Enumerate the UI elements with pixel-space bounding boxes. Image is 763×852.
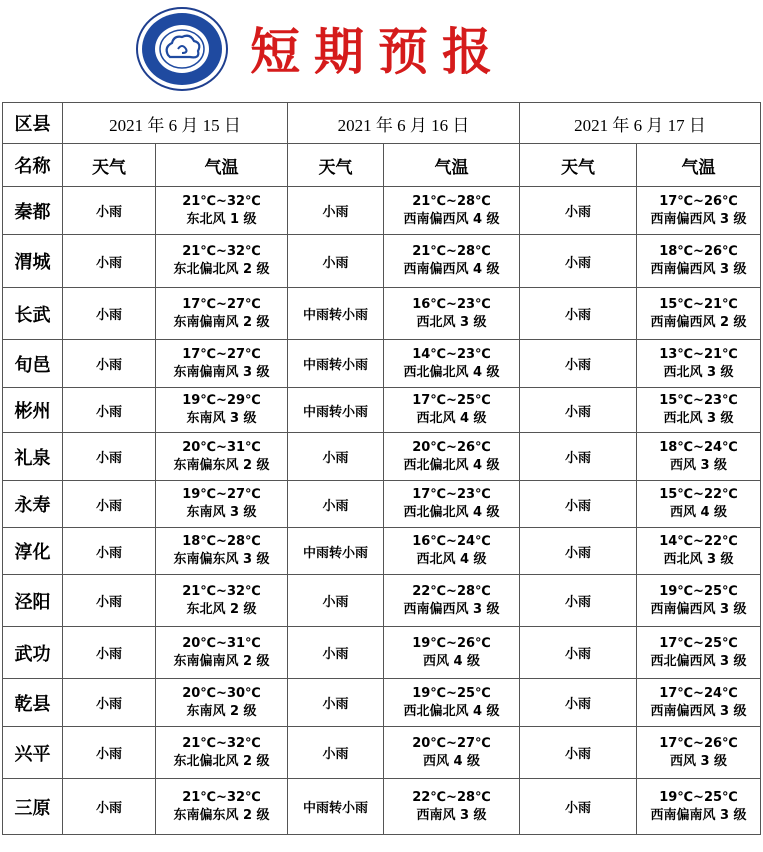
wind-text: 西风 4 级 <box>422 753 481 769</box>
temperature-range: 17℃~27℃ <box>182 346 261 362</box>
wind-text: 西南偏西风 4 级 <box>403 211 500 227</box>
temperature-range: 20℃~26℃ <box>412 439 491 455</box>
weather-cell: 中雨转小雨 <box>288 340 384 388</box>
weather-cell: 小雨 <box>520 340 637 388</box>
temperature-cell <box>384 575 520 627</box>
weather-cell: 中雨转小雨 <box>288 528 384 575</box>
wind-text: 东南偏南风 2 级 <box>173 314 270 330</box>
weather-cell: 小雨 <box>520 727 637 779</box>
county-header-top: 区县 <box>3 103 63 144</box>
weather-cell: 小雨 <box>63 779 156 835</box>
weather-cell: 中雨转小雨 <box>288 288 384 340</box>
temperature-range: 20℃~27℃ <box>412 735 491 751</box>
wind-text: 西北偏北风 4 级 <box>403 364 500 380</box>
table-row <box>3 575 761 627</box>
weather-cell: 中雨转小雨 <box>288 779 384 835</box>
temperature-cell <box>384 235 520 288</box>
wind-text: 东南偏东风 2 级 <box>173 807 270 823</box>
temperature-cell <box>637 627 761 679</box>
wind-text: 东南风 3 级 <box>186 505 257 520</box>
wind-text: 西北风 4 级 <box>416 552 487 567</box>
temperature-cell <box>384 727 520 779</box>
temperature-range: 19℃~25℃ <box>659 789 738 805</box>
wind-text: 西北风 4 级 <box>416 411 487 426</box>
weather-cell: 小雨 <box>288 235 384 288</box>
temperature-cell <box>637 187 761 235</box>
temperature-range: 21℃~32℃ <box>182 583 261 599</box>
weather-cell: 小雨 <box>288 575 384 627</box>
temperature-cell <box>384 679 520 727</box>
wind-text: 东南偏东风 2 级 <box>173 457 270 473</box>
temperature-cell <box>156 481 288 528</box>
meteorology-logo-icon <box>134 5 230 93</box>
wind-text: 东北风 1 级 <box>186 211 257 227</box>
temperature-range: 14℃~23℃ <box>412 346 491 362</box>
temperature-cell <box>156 627 288 679</box>
county-name: 三原 <box>3 779 63 835</box>
wind-text: 西北风 3 级 <box>663 552 734 567</box>
temperature-range: 21℃~32℃ <box>182 789 261 805</box>
temperature-range: 22℃~28℃ <box>412 789 491 805</box>
wind-text: 西南风 3 级 <box>416 807 487 823</box>
temperature-cell <box>384 481 520 528</box>
table-row <box>3 481 761 528</box>
temperature-range: 14℃~22℃ <box>659 534 738 549</box>
temperature-range: 19℃~25℃ <box>412 685 491 701</box>
sub-header-row <box>3 144 761 187</box>
temperature-cell <box>637 235 761 288</box>
weather-cell: 小雨 <box>63 575 156 627</box>
temperature-range: 18℃~26℃ <box>659 244 738 259</box>
temperature-cell <box>384 288 520 340</box>
temperature-cell <box>637 575 761 627</box>
weather-cell: 小雨 <box>520 235 637 288</box>
weather-cell: 小雨 <box>288 679 384 727</box>
weather-cell: 小雨 <box>520 679 637 727</box>
table-row <box>3 433 761 481</box>
county-name: 彬州 <box>3 388 63 433</box>
temperature-range: 13℃~21℃ <box>659 346 738 362</box>
date-header: 2021 年 6 月 15 日 <box>63 103 288 144</box>
forecast-table-body <box>3 103 761 835</box>
weather-header: 天气 <box>520 144 637 187</box>
county-name: 旬邑 <box>3 340 63 388</box>
weather-cell: 小雨 <box>63 727 156 779</box>
wind-text: 西南偏西风 3 级 <box>650 262 747 277</box>
temperature-range: 21℃~32℃ <box>182 735 261 751</box>
wind-text: 东北偏北风 2 级 <box>173 262 270 277</box>
weather-cell: 小雨 <box>63 433 156 481</box>
weather-cell: 小雨 <box>520 528 637 575</box>
table-row <box>3 779 761 835</box>
temperature-range: 16℃~24℃ <box>412 534 491 549</box>
table-row <box>3 187 761 235</box>
temperature-range: 17℃~23℃ <box>412 487 491 502</box>
table-row <box>3 388 761 433</box>
temperature-range: 15℃~23℃ <box>659 393 738 408</box>
weather-cell: 小雨 <box>288 433 384 481</box>
temperature-range: 19℃~26℃ <box>412 635 491 651</box>
weather-cell: 小雨 <box>63 528 156 575</box>
county-name: 武功 <box>3 627 63 679</box>
temperature-cell <box>156 433 288 481</box>
weather-cell: 小雨 <box>520 288 637 340</box>
page-title: 短期预报 <box>250 22 506 81</box>
temperature-cell <box>637 528 761 575</box>
temperature-range: 21℃~28℃ <box>412 244 491 259</box>
date-header: 2021 年 6 月 16 日 <box>288 103 520 144</box>
weather-cell: 小雨 <box>63 388 156 433</box>
wind-text: 西南偏西风 3 级 <box>650 601 747 617</box>
temperature-range: 21℃~28℃ <box>412 193 491 209</box>
temperature-range: 19℃~29℃ <box>182 393 261 408</box>
county-name: 渭城 <box>3 235 63 288</box>
weather-cell: 小雨 <box>63 187 156 235</box>
temperature-cell <box>156 340 288 388</box>
weather-cell: 小雨 <box>520 575 637 627</box>
wind-text: 西北偏北风 4 级 <box>403 505 500 520</box>
county-name: 泾阳 <box>3 575 63 627</box>
temperature-cell <box>156 235 288 288</box>
temperature-range: 17℃~26℃ <box>659 193 738 209</box>
header <box>0 0 763 100</box>
weather-cell: 小雨 <box>520 433 637 481</box>
temperature-cell <box>384 388 520 433</box>
temperature-cell <box>637 727 761 779</box>
county-name: 长武 <box>3 288 63 340</box>
temperature-range: 19℃~25℃ <box>659 583 738 599</box>
weather-header: 天气 <box>288 144 384 187</box>
wind-text: 东南偏东风 3 级 <box>173 552 270 567</box>
weather-cell: 小雨 <box>288 187 384 235</box>
temperature-range: 17℃~27℃ <box>182 296 261 312</box>
wind-text: 西北偏北风 4 级 <box>403 457 500 473</box>
temperature-range: 17℃~24℃ <box>659 685 738 701</box>
temperature-cell <box>637 388 761 433</box>
table-row <box>3 528 761 575</box>
temperature-range: 15℃~21℃ <box>659 296 738 312</box>
temperature-header: 气温 <box>637 144 761 187</box>
weather-cell: 小雨 <box>520 481 637 528</box>
temperature-cell <box>384 528 520 575</box>
temperature-range: 21℃~32℃ <box>182 244 261 259</box>
date-header-row <box>3 103 761 144</box>
table-row <box>3 627 761 679</box>
wind-text: 西南偏西风 2 级 <box>650 314 747 330</box>
table-row <box>3 727 761 779</box>
wind-text: 西北偏西风 3 级 <box>650 653 747 669</box>
temperature-cell <box>156 388 288 433</box>
temperature-cell <box>384 779 520 835</box>
weather-cell: 小雨 <box>520 388 637 433</box>
weather-cell: 小雨 <box>520 779 637 835</box>
weather-cell: 小雨 <box>63 235 156 288</box>
temperature-cell <box>156 679 288 727</box>
table-row <box>3 288 761 340</box>
wind-text: 西南偏西风 3 级 <box>403 601 500 617</box>
wind-text: 西风 3 级 <box>669 457 728 473</box>
weather-cell: 小雨 <box>288 627 384 679</box>
weather-cell: 小雨 <box>63 340 156 388</box>
weather-cell: 小雨 <box>520 187 637 235</box>
temperature-range: 18℃~28℃ <box>182 534 261 549</box>
wind-text: 西北风 3 级 <box>416 314 487 330</box>
county-name: 淳化 <box>3 528 63 575</box>
wind-text: 东北风 2 级 <box>186 601 257 617</box>
temperature-cell <box>384 433 520 481</box>
county-name: 乾县 <box>3 679 63 727</box>
weather-cell: 中雨转小雨 <box>288 388 384 433</box>
temperature-cell <box>637 481 761 528</box>
temperature-range: 20℃~30℃ <box>182 685 261 701</box>
county-name: 永寿 <box>3 481 63 528</box>
wind-text: 西北偏北风 4 级 <box>403 703 500 719</box>
wind-text: 西北风 3 级 <box>663 364 734 380</box>
wind-text: 东南风 2 级 <box>186 703 257 719</box>
wind-text: 东北偏北风 2 级 <box>173 753 270 769</box>
temperature-cell <box>156 187 288 235</box>
temperature-range: 19℃~27℃ <box>182 487 261 502</box>
temperature-range: 21℃~32℃ <box>182 193 261 209</box>
county-header-bottom: 名称 <box>3 144 63 187</box>
county-name: 秦都 <box>3 187 63 235</box>
wind-text: 西风 4 级 <box>669 505 728 520</box>
weather-cell: 小雨 <box>520 627 637 679</box>
temperature-header: 气温 <box>384 144 520 187</box>
temperature-cell <box>637 779 761 835</box>
temperature-cell <box>384 627 520 679</box>
wind-text: 西南偏西风 3 级 <box>650 211 747 227</box>
weather-header: 天气 <box>63 144 156 187</box>
wind-text: 西南偏西风 4 级 <box>403 262 500 277</box>
temperature-range: 20℃~31℃ <box>182 439 261 455</box>
weather-cell: 小雨 <box>63 627 156 679</box>
temperature-range: 17℃~25℃ <box>412 393 491 408</box>
temperature-cell <box>156 779 288 835</box>
temperature-cell <box>384 187 520 235</box>
weather-cell: 小雨 <box>63 679 156 727</box>
temperature-cell <box>637 340 761 388</box>
wind-text: 东南风 3 级 <box>186 411 257 426</box>
wind-text: 西南偏南风 3 级 <box>650 807 747 823</box>
wind-text: 西北风 3 级 <box>663 411 734 426</box>
temperature-range: 18℃~24℃ <box>659 439 738 455</box>
wind-text: 西风 3 级 <box>669 753 728 769</box>
temperature-cell <box>637 288 761 340</box>
temperature-range: 17℃~26℃ <box>659 735 738 751</box>
temperature-cell <box>156 528 288 575</box>
county-name: 兴平 <box>3 727 63 779</box>
weather-cell: 小雨 <box>288 727 384 779</box>
forecast-table <box>2 102 761 835</box>
temperature-cell <box>637 679 761 727</box>
table-row <box>3 679 761 727</box>
date-header: 2021 年 6 月 17 日 <box>520 103 761 144</box>
temperature-range: 20℃~31℃ <box>182 635 261 651</box>
wind-text: 西南偏西风 3 级 <box>650 703 747 719</box>
weather-cell: 小雨 <box>63 288 156 340</box>
temperature-cell <box>156 575 288 627</box>
wind-text: 东南偏南风 3 级 <box>173 364 270 380</box>
table-row <box>3 235 761 288</box>
temperature-cell <box>156 727 288 779</box>
wind-text: 东南偏南风 2 级 <box>173 653 270 669</box>
temperature-range: 16℃~23℃ <box>412 296 491 312</box>
table-row <box>3 340 761 388</box>
temperature-cell <box>156 288 288 340</box>
temperature-range: 15℃~22℃ <box>659 487 738 502</box>
temperature-cell <box>637 433 761 481</box>
temperature-range: 22℃~28℃ <box>412 583 491 599</box>
temperature-range: 17℃~25℃ <box>659 635 738 651</box>
wind-text: 西风 4 级 <box>422 653 481 669</box>
weather-cell: 小雨 <box>63 481 156 528</box>
temperature-cell <box>384 340 520 388</box>
temperature-header: 气温 <box>156 144 288 187</box>
county-name: 礼泉 <box>3 433 63 481</box>
weather-cell: 小雨 <box>288 481 384 528</box>
